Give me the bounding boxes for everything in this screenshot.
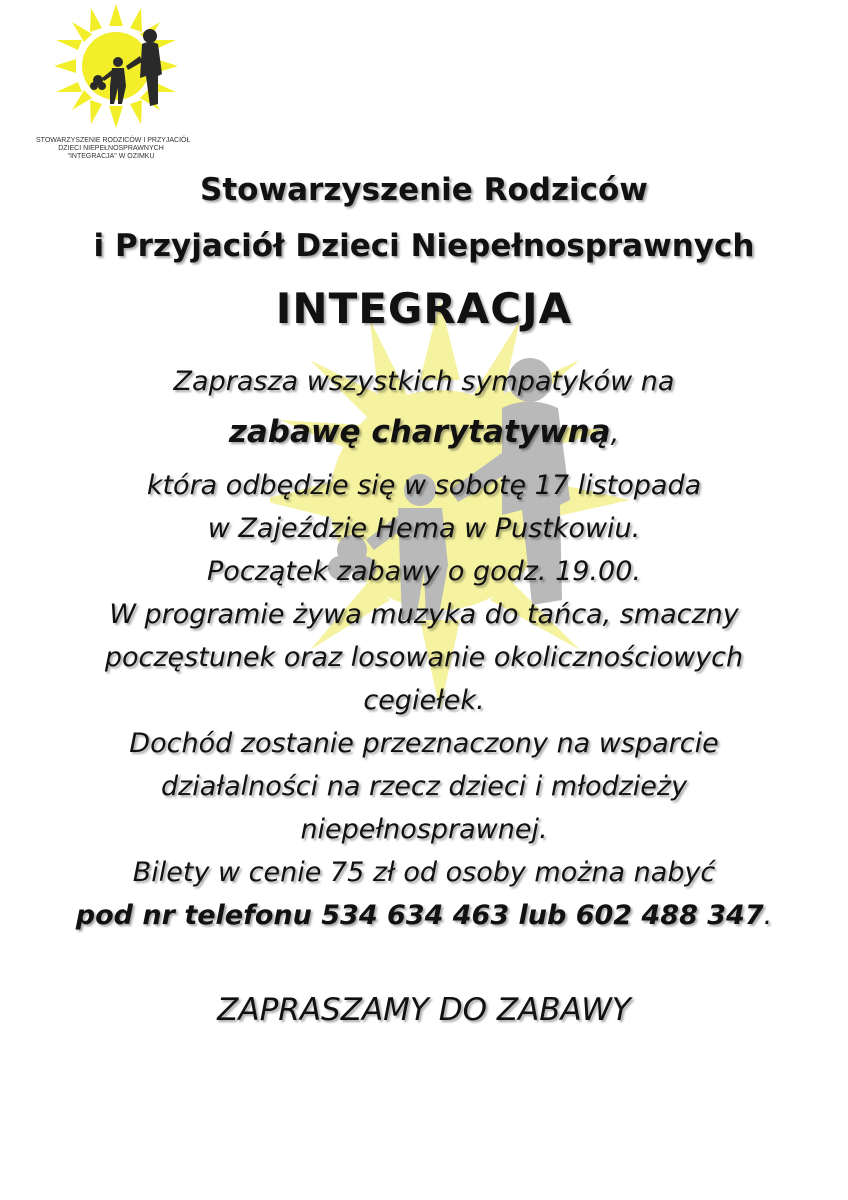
event-name-line	[0, 414, 848, 450]
title-line-2: i Przyjaciół Dzieci Niepełnosprawnych	[93, 228, 755, 264]
title-integracja: INTEGRACJA	[275, 284, 573, 333]
income-line-1: Dochód zostanie przeznaczony na wsparcie	[129, 728, 719, 759]
organization-logo	[36, 4, 191, 164]
start-line: Początek zabawy o godz. 19.00.	[207, 556, 641, 587]
program-line-1: W programie żywa muzyka do tańca, smaczny	[109, 599, 739, 630]
income-line-3: niepełnosprawnej.	[300, 814, 548, 845]
title-line-1: Stowarzyszenie Rodziców	[200, 172, 648, 208]
closing-line: ZAPRASZAMY DO ZABAWY	[217, 992, 631, 1028]
date-line: która odbędzie się w sobotę 17 listopada	[146, 470, 702, 501]
phone-line	[0, 900, 848, 931]
event-name: zabawę charytatywną	[228, 414, 611, 450]
sun-family-logo-icon	[46, 4, 186, 134]
logo-caption-line: STOWARZYSZENIE RODZICÓW I PRZYJACIÓŁ	[36, 137, 191, 144]
event-name-comma: ,	[610, 418, 620, 449]
logo-caption-line: "INTEGRACJA" W OZIMKU	[67, 153, 155, 160]
phone-period: .	[763, 900, 773, 931]
invite-line: Zaprasza wszystkich sympatyków na	[173, 366, 675, 397]
phone-numbers: pod nr telefonu 534 634 463 lub 602 488 347	[75, 900, 764, 931]
income-line-2: działalności na rzecz dzieci i młodzieży	[160, 771, 688, 802]
logo-caption-line: DZIECI NIEPEŁNOSPRAWNYCH	[58, 145, 164, 152]
program-line-2: poczęstunek oraz losowanie okolicznościowych	[104, 642, 744, 673]
place-line: w Zajeździe Hema w Pustkowiu.	[207, 513, 641, 544]
logo-caption	[36, 137, 191, 161]
tickets-line: Bilety w cenie 75 zł od osoby można nabyć	[132, 857, 716, 888]
program-line-3: cegiełek.	[363, 685, 485, 716]
